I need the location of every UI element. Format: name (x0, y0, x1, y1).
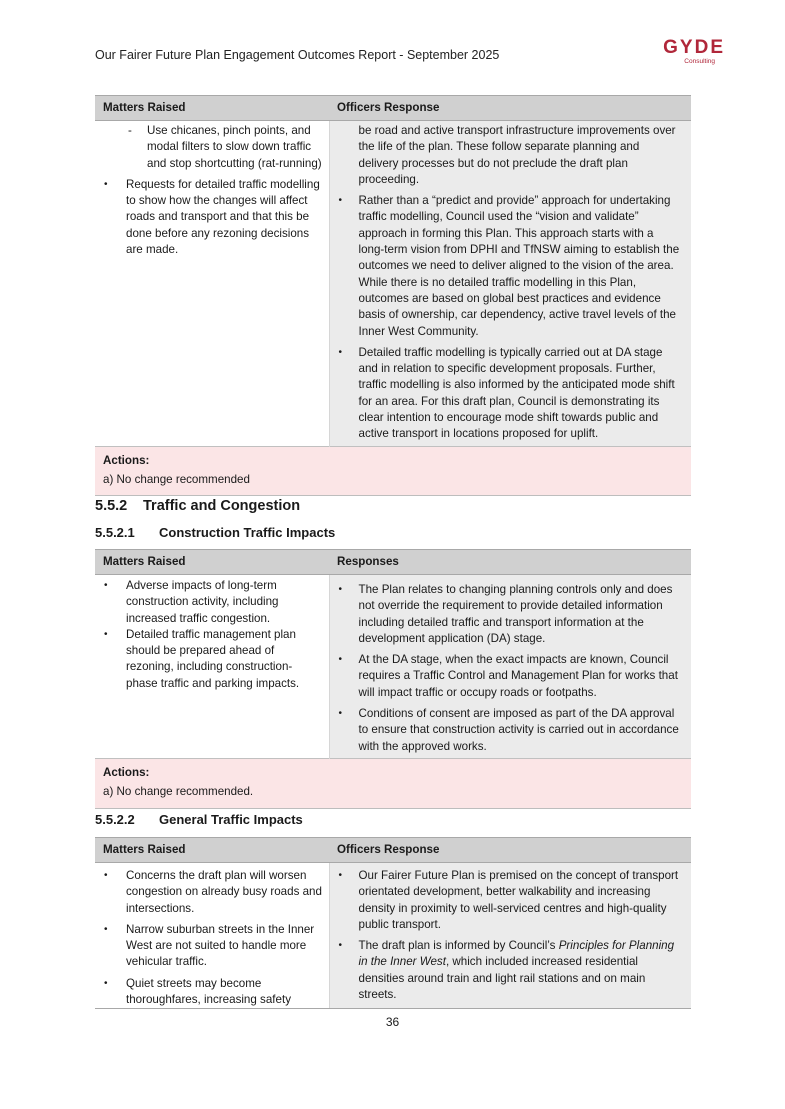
section-title: Traffic and Congestion (143, 498, 301, 514)
bullet-marker: • (104, 628, 108, 640)
list-item-text: Quiet streets may become thoroughfares, increasing safety (126, 976, 291, 1007)
list-item-text: be road and active transport infrastructure improvements over the life of the plan. These follow separate planning and delivery processes but do not preclude the draft plan proceeding. (358, 124, 676, 186)
logo-wordmark: GYDE (663, 37, 725, 58)
bullet-marker: • (338, 870, 343, 881)
list-item-text: Our Fairer Future Plan is premised on the concept of transport orientated development, better walkability and increasing density in proximity to well-serviced centres and high-quality public transport. (358, 869, 679, 931)
list-item (95, 123, 329, 172)
column-header-matters-raised: Matters Raised (95, 550, 329, 575)
list-item-text: Adverse impacts of long-term construction activity, including increased traffic congestion. (126, 579, 279, 625)
section-heading-5-5-2-2 (95, 812, 303, 827)
list-item (330, 193, 692, 340)
gyde-logo (637, 38, 725, 66)
list-item-text: The Plan relates to changing planning controls only and does not override the requirement to provide detailed information including detailed traffic and transport information at the development application (DA) stage. (358, 583, 673, 645)
section-number: 5.5.2 (95, 498, 128, 514)
logo-subtitle: Consulting (684, 58, 715, 65)
bullet-marker: • (104, 580, 108, 591)
list-item (95, 868, 329, 917)
column-header-responses: Responses (329, 550, 691, 575)
list-item (95, 578, 329, 627)
actions-box (95, 758, 691, 808)
list-item (95, 922, 329, 971)
actions-title: Actions: (103, 765, 150, 779)
list-item-text: Requests for detailed traffic modelling to show how the changes will affect roads and transport and that this be done before any rezoning decisions are made. (126, 177, 320, 257)
list-item-text: Narrow suburban streets in the Inner West are not suited to handle more vehicular traffic. (126, 922, 315, 969)
section-heading-5-5-2-1 (95, 525, 335, 540)
list-item (330, 868, 692, 933)
bullet-marker: • (104, 178, 108, 190)
response-cell (329, 863, 691, 1009)
list-item-text: Use chicanes, pinch points, and modal filters to slow down traffic and stop shortcutting (rat-running) (147, 124, 322, 170)
document-title-reference: Principles for Planning in the Inner West (358, 939, 675, 969)
page-number: 36 (385, 1015, 400, 1029)
list-item-text: Conditions of consent are imposed as part of the DA approval to ensure that construction activity is carried out in accordance with the approved works. (358, 707, 679, 753)
matters-table-construction-traffic (95, 549, 691, 809)
matters-cell (95, 121, 329, 447)
section-heading-5-5-2 (95, 498, 300, 514)
dash-marker: - (128, 124, 132, 137)
document-header-title: Our Fairer Future Plan Engagement Outcomes Report - September 2025 (95, 48, 500, 62)
list-item-text: Detailed traffic modelling is typically carried out at DA stage and in relation to specific development proposals. Further, traffic modelling is also informed by the anticipated mode shift for an area. For this draft plan, Council is demonstrating its clear intention to encourage mode shift towards public and active transport in locations proposed for uplift. (358, 345, 675, 441)
section-number: 5.5.2.1 (95, 525, 135, 540)
section-title: General Traffic Impacts (159, 812, 303, 827)
matters-cell (95, 575, 329, 759)
column-header-matters-raised: Matters Raised (95, 96, 329, 121)
bullet-marker: • (338, 654, 343, 666)
list-item (95, 627, 329, 692)
bullet-marker: • (338, 940, 343, 952)
column-header-matters-raised: Matters Raised (95, 838, 329, 863)
list-item-text: At the DA stage, when the exact impacts are known, Council requires a Traffic Control and Management Plan for works that will impact traffic or occupy roads or footpaths. (358, 653, 678, 699)
matters-cell (95, 863, 329, 1009)
bullet-marker: • (104, 870, 108, 881)
actions-box (95, 446, 691, 496)
matters-table-general-traffic (95, 837, 691, 1009)
list-item-text: Rather than a “predict and provide” approach for undertaking traffic modelling, Council used the “vision and validate” approach in forming this Plan. This approach starts with a long-term vision from DPHI and TfNSW aiming to establish the outcomes we need to deliver aligned to the vision of the area. While there is no detailed traffic modelling in this Plan, outcomes are based on global best practices and evidence basis of ownership, car dependency, active travel levels of the Inner West Community. (358, 194, 680, 338)
bullet-marker: • (338, 346, 343, 358)
list-item-continued (330, 123, 692, 188)
section-title: Construction Traffic Impacts (159, 525, 336, 540)
bullet-marker: • (338, 195, 343, 207)
bullet-marker: • (104, 977, 108, 989)
list-item (95, 177, 329, 258)
list-item (330, 345, 692, 443)
list-item (95, 976, 329, 1009)
actions-text: a) No change recommended. (103, 785, 254, 799)
matters-table-traffic-modelling (95, 95, 691, 496)
bullet-marker: • (338, 584, 343, 595)
list-item (330, 706, 692, 755)
response-cell (329, 575, 691, 759)
list-item-text: The draft plan is informed by Council’s (358, 939, 559, 953)
list-item-text: Concerns the draft plan will worsen congestion on already busy roads and intersections. (126, 869, 322, 915)
list-item-text: Detailed traffic management plan should be prepared ahead of rezoning, including construction-phase traffic and parking impacts. (126, 627, 300, 690)
column-header-officers-response: Officers Response (329, 96, 691, 121)
list-item-text-end: , which included increased residential densities around train and light rail stations and on main streets. (358, 955, 646, 1002)
actions-text: a) No change recommended (103, 472, 250, 486)
bullet-marker: • (104, 923, 108, 935)
list-item (330, 582, 692, 647)
section-number: 5.5.2.2 (95, 812, 135, 827)
list-item (330, 938, 692, 1003)
actions-title: Actions: (103, 453, 150, 467)
response-cell (329, 121, 691, 447)
column-header-officers-response: Officers Response (329, 838, 691, 863)
list-item (330, 652, 692, 701)
bullet-marker: • (338, 708, 343, 720)
